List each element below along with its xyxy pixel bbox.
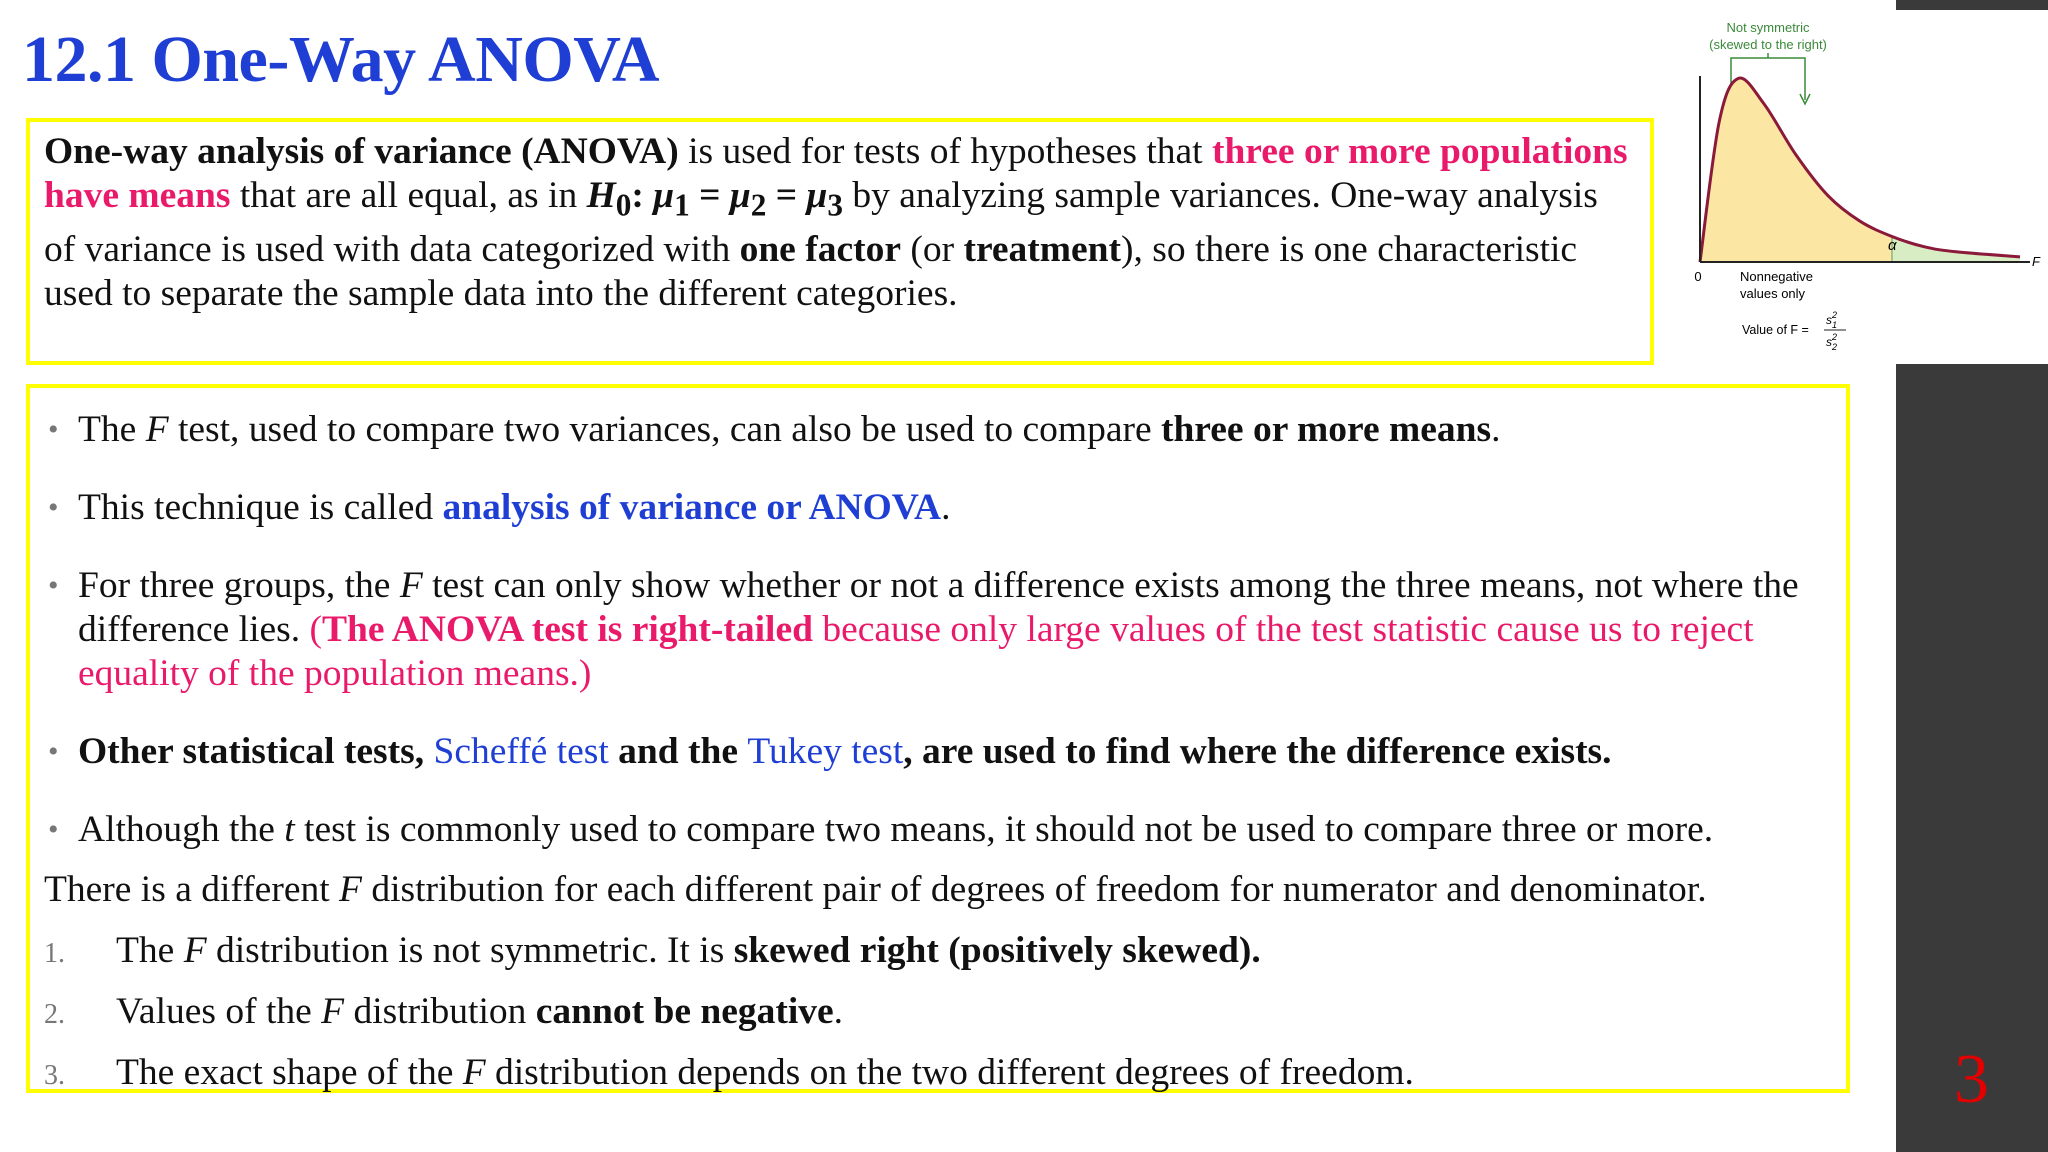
text-span: The xyxy=(116,930,184,971)
bold-text: and the xyxy=(608,731,748,772)
denominator-sub: 2 xyxy=(1832,342,1838,352)
bullet-text xyxy=(78,564,1838,696)
mu-1-subscript: 1 xyxy=(674,187,690,223)
bullet-dot: • xyxy=(48,413,59,446)
text-span: For three groups, the xyxy=(78,565,400,606)
bullets-box xyxy=(26,384,1850,1093)
text-span: distribution for each different pair of degrees of freedom for numerator and denominator. xyxy=(361,869,1707,910)
bullet-dot: • xyxy=(48,813,59,846)
right-dark-bar xyxy=(1896,364,2048,1152)
value-of-f-label: Value of F = xyxy=(1742,323,1809,337)
bullet-text xyxy=(78,486,1838,530)
f-symbol: F xyxy=(183,930,207,971)
property-text xyxy=(116,1051,1414,1095)
distribution-note xyxy=(44,868,1707,912)
text-span: by analyzing sample variances. One-way analysis of variance is used with data categorized with xyxy=(44,175,1598,270)
mu-2-subscript: 2 xyxy=(750,187,767,223)
treatment: treatment xyxy=(963,228,1122,270)
numerator-sub: 1 xyxy=(1832,320,1838,330)
anova-term: One-way analysis of variance (ANOVA) xyxy=(44,131,679,172)
t-symbol: t xyxy=(284,809,295,850)
f-symbol: F xyxy=(399,565,423,606)
property-number: 2. xyxy=(44,999,65,1030)
one-factor: one factor xyxy=(739,228,901,270)
annotation-skewed: (skewed to the right) xyxy=(1709,37,1827,52)
scheffe-test: Scheffé test xyxy=(433,731,609,772)
slide-title: 12.1 One-Way ANOVA xyxy=(22,23,660,96)
mu-2: μ xyxy=(729,175,751,216)
h0-symbol: H xyxy=(586,175,616,216)
property-number: 3. xyxy=(44,1060,65,1091)
bold-text: , are used to find where the difference exists. xyxy=(903,731,1612,772)
text-span: (or xyxy=(900,228,964,270)
colon: : xyxy=(631,175,644,216)
equals: = xyxy=(689,175,730,216)
denominator-s: s xyxy=(1826,335,1832,349)
text-span: The xyxy=(78,409,146,450)
text-span: . xyxy=(1491,409,1501,450)
property-text xyxy=(116,929,1261,973)
text-span: Values of the xyxy=(116,991,322,1032)
property-number: 1. xyxy=(44,938,65,969)
f-symbol: F xyxy=(321,991,345,1032)
annotation-bracket xyxy=(1731,58,1805,64)
f-distribution-chart xyxy=(1690,16,2048,356)
f-symbol: F xyxy=(462,1052,486,1093)
bold-text: skewed right (positively skewed). xyxy=(733,930,1261,971)
mu-3-subscript: 3 xyxy=(827,187,843,223)
text-span: test, used to compare two variances, can also be used to compare xyxy=(168,409,1161,450)
f-symbol: F xyxy=(339,869,362,910)
annotation-not-symmetric: Not symmetric xyxy=(1726,20,1810,35)
pink-explanation: because only large values of the test statistic cause us to reject equality of the population means.) xyxy=(78,609,1754,694)
numerator-sup: 2 xyxy=(1832,310,1838,320)
x-axis-label: F xyxy=(2032,254,2040,269)
bullet-text xyxy=(78,808,1838,852)
text-span: test is commonly used to compare two means, it should not be used to compare three or more. xyxy=(294,809,1714,850)
tukey-test: Tukey test xyxy=(747,731,904,772)
bullet-dot: • xyxy=(48,569,59,602)
text-span: ), so there is one characteristic used to separate the sample data into the different categories. xyxy=(44,228,1578,314)
text-span: that are all equal, as in xyxy=(230,175,587,216)
top-right-dark-bar xyxy=(1896,0,2048,10)
nonnegative-label: Nonnegative xyxy=(1740,269,1813,284)
text-span: is used for tests of hypotheses that xyxy=(678,131,1212,172)
text-span: distribution depends on the two different degrees of freedom. xyxy=(485,1052,1414,1093)
bullet-dot: • xyxy=(48,491,59,524)
highlight-three-or-more: three or more populations have means xyxy=(44,131,1628,216)
blue-anova-term: analysis of variance or ANOVA xyxy=(442,487,942,528)
curve-fill-main xyxy=(1700,78,2020,262)
equals: = xyxy=(766,175,807,216)
text-span: test can only show whether or not a difference exists among the three means, not where the difference lies. xyxy=(78,565,1799,650)
origin-label: 0 xyxy=(1694,269,1702,284)
mu-1: μ xyxy=(653,175,675,216)
pink-right-tailed: The ANOVA test is right-tailed xyxy=(321,609,813,650)
bullet-text xyxy=(78,408,1838,452)
text-span: Although the xyxy=(78,809,285,850)
text-span: distribution xyxy=(344,991,536,1032)
pink-paren: ( xyxy=(309,609,322,650)
mu-3: μ xyxy=(806,175,828,216)
bullet-text xyxy=(78,730,1838,774)
definition-text xyxy=(44,130,1636,316)
text-span: distribution is not symmetric. It is xyxy=(206,930,734,971)
curve-fill-tail xyxy=(1892,16,2022,262)
bold-text: cannot be negative xyxy=(535,991,834,1032)
f-symbol: F xyxy=(145,409,169,450)
property-text xyxy=(116,990,843,1034)
text-span: There is a different xyxy=(44,869,340,910)
alpha-label: α xyxy=(1888,237,1897,254)
bold-text: Other statistical tests, xyxy=(78,731,434,772)
text-span: This technique is called xyxy=(78,487,443,528)
denominator-sup: 2 xyxy=(1832,332,1838,342)
text-span: . xyxy=(941,487,951,528)
bold-three-or-more-means: three or more means xyxy=(1160,409,1492,450)
h0-subscript: 0 xyxy=(615,187,632,223)
definition-box xyxy=(26,118,1654,365)
text-span: . xyxy=(833,991,844,1032)
bullet-dot: • xyxy=(48,735,59,768)
text-span: The exact shape of the xyxy=(116,1052,463,1093)
values-only-label: values only xyxy=(1740,286,1806,301)
numerator-s: s xyxy=(1826,313,1832,327)
page-number: 3 xyxy=(1954,1041,1989,1118)
fraction-numerator xyxy=(1826,310,1837,330)
fraction-denominator xyxy=(1826,332,1837,352)
